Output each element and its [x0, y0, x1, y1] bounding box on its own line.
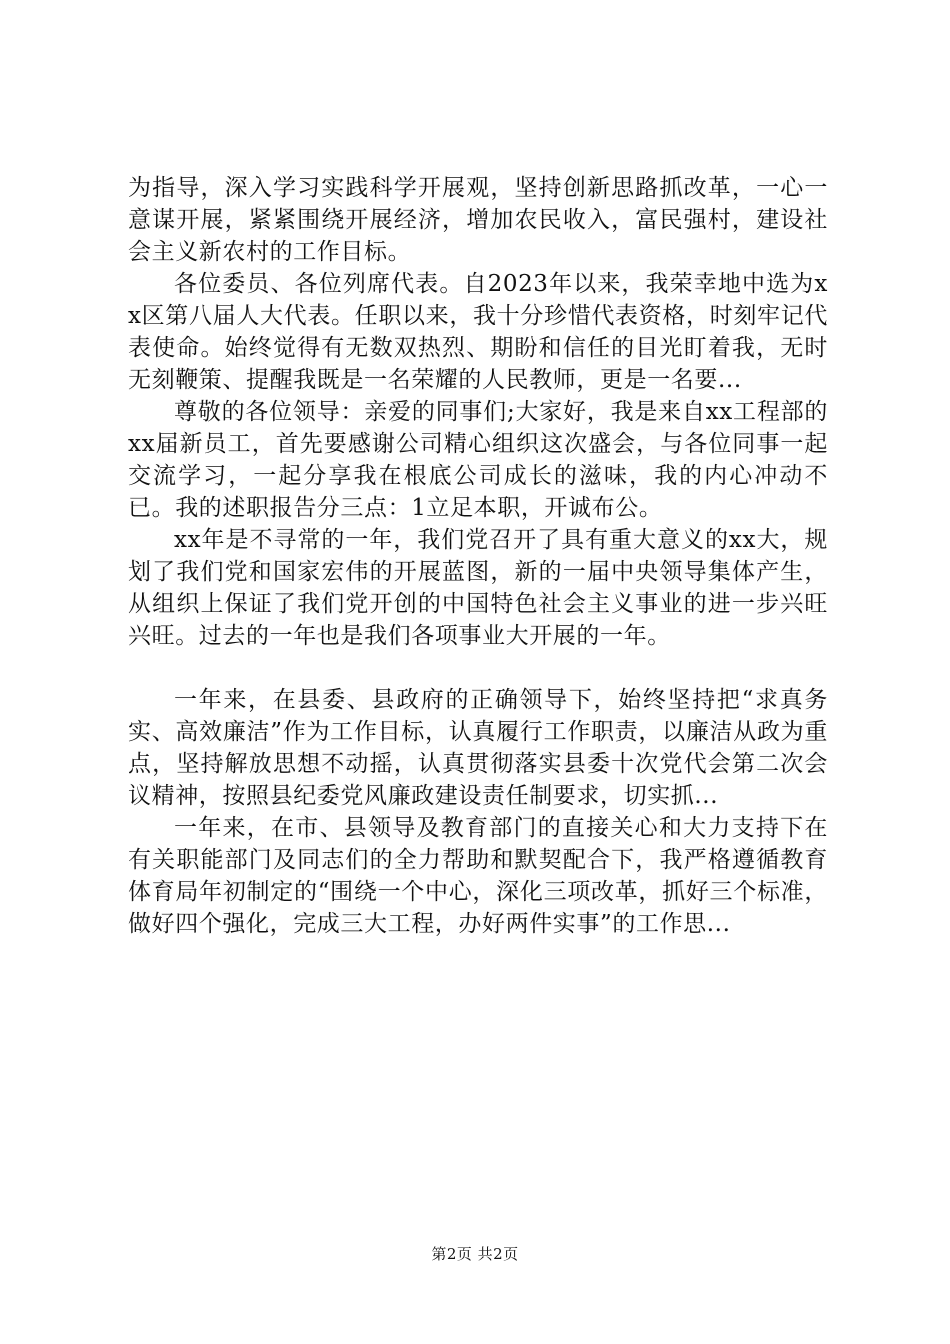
paragraph-2: 各位委员、各位列席代表。自2023年以来，我荣幸地中选为xx区第八届人大代表。任职以来，我十分珍惜代表资格，时刻牢记代表使命。始终觉得有无数双热烈、期盼和信任的目光盯着我，无时无刻鞭策、提醒我既是一名荣耀的人民教师，更是一名要... [128, 271, 828, 393]
paragraph-1: 为指导，深入学习实践科学开展观，坚持创新思路抓改革，一心一意谋开展，紧紧围绕开展经济，增加农民收入，富民强村，建设社会主义新农村的工作目标。 [128, 175, 828, 265]
paragraph-5: 一年来，在县委、县政府的正确领导下，始终坚持把“求真务实、高效廉洁”作为工作目标，认真履行工作职责，以廉洁从政为重点，坚持解放思想不动摇，认真贯彻落实县委十次党代会第二次会议精神，按照县纪委党风廉政建设责任制要求，切实抓... [128, 687, 828, 809]
paragraph-6: 一年来，在市、县领导及教育部门的直接关心和大力支持下在有关职能部门及同志们的全力帮助和默契配合下，我严格遵循教育体育局年初制定的“围绕一个中心，深化三项改革，抓好三个标准，做好四个强化，完成三大工程，办好两件实事”的工作思... [128, 815, 828, 937]
page-number-footer: 第2页 共2页 [431, 1245, 519, 1263]
paragraph-4: xx年是不寻常的一年，我们党召开了具有重大意义的xx大，规划了我们党和国家宏伟的开展蓝图，新的一届中央领导集体产生，从组织上保证了我们党开创的中国特色社会主义事业的进一步兴旺兴旺。过去的一年也是我们各项事业大开展的一年。 [128, 527, 828, 649]
paragraph-3: 尊敬的各位领导：亲爱的同事们;大家好，我是来自xx工程部的xx届新员工，首先要感谢公司精心组织这次盛会，与各位同事一起交流学习，一起分享我在根底公司成长的滋味，我的内心冲动不已。我的述职报告分三点：1立足本职，开诚布公。 [128, 399, 828, 521]
document-body [128, 172, 828, 940]
